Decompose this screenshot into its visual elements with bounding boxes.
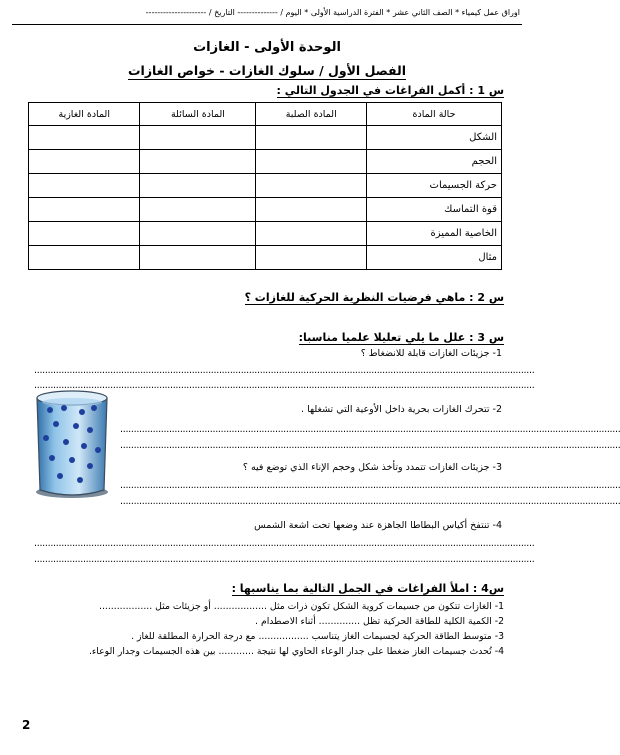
- answer-cell[interactable]: [256, 198, 367, 222]
- table-header: حالة المادة: [367, 103, 502, 126]
- chapter-title-text: الفصل الأول / سلوك الغازات - خواص الغازات: [127, 63, 407, 78]
- row-label: الحجم: [367, 150, 502, 174]
- row-label: مثال: [367, 246, 502, 270]
- table-header: المادة السائلة: [140, 103, 256, 126]
- table-row: [29, 246, 502, 270]
- answer-cell[interactable]: [140, 246, 256, 270]
- answer-cell[interactable]: [29, 150, 140, 174]
- answer-line[interactable]: ........................................................................................................................................................................................: [120, 496, 620, 507]
- states-table: [28, 102, 502, 270]
- answer-line[interactable]: ........................................................................................................................................................................................: [34, 554, 535, 565]
- question-3-label: س 3 : علل ما يلي تعليلا علميا مناسبا:: [298, 331, 504, 344]
- answer-cell[interactable]: [256, 174, 367, 198]
- q3-item-3: 3- جزيئات الغازات تتمدد وتأخذ شكل وحجم الإناء الذي توضع فيه ؟: [242, 462, 502, 473]
- answer-cell[interactable]: [256, 246, 367, 270]
- answer-line[interactable]: ........................................................................................................................................................................................: [34, 538, 535, 549]
- header-divider: [12, 24, 522, 25]
- question-1-label: س 1 : أكمل الفراغات في الجدول التالي :: [276, 84, 504, 97]
- chapter-title: [0, 63, 534, 78]
- question-4-label: س4 : املأ الفراغات في الجمل التالية بما يناسبها :: [231, 582, 504, 595]
- answer-cell[interactable]: [140, 222, 256, 246]
- gas-container-illustration: [32, 388, 112, 500]
- answer-line[interactable]: ........................................................................................................................................................................................: [120, 424, 620, 435]
- answer-line[interactable]: ........................................................................................................................................................................................: [120, 480, 620, 491]
- q4-item-3: 3- متوسط الطاقة الحركية لجسيمات الغاز يتناسب ................. مع درجة الحرارة المطلقة للغاز .: [131, 631, 504, 642]
- table-row: [29, 150, 502, 174]
- table-row: [29, 174, 502, 198]
- answer-cell[interactable]: [256, 126, 367, 150]
- answer-cell[interactable]: [140, 198, 256, 222]
- q3-item-1: 1- جزيئات الغازات قابلة للانضغاط ؟: [360, 348, 502, 359]
- table-row: [29, 222, 502, 246]
- page-number: 2: [22, 718, 31, 732]
- answer-cell[interactable]: [256, 150, 367, 174]
- answer-cell[interactable]: [140, 174, 256, 198]
- table-header-row: [29, 103, 502, 126]
- table-row: [29, 198, 502, 222]
- q4-item-2: 2- الكمية الكلية للطاقة الحركية تظل .............. أثناء الاصطدام .: [255, 616, 504, 627]
- q3-item-4: 4- تنتفخ أكياس البطاطا الجاهزة عند وضعها تحت اشعة الشمس: [254, 520, 502, 531]
- answer-cell[interactable]: [29, 174, 140, 198]
- table-header: المادة الصلبة: [256, 103, 367, 126]
- question-1: [24, 84, 504, 97]
- unit-title: الوحدة الأولى - الغازات: [193, 40, 341, 55]
- answer-line[interactable]: ........................................................................................................................................................................................: [34, 380, 535, 391]
- page-header: اوراق عمل كيمياء * الصف الثاني عشر * الفترة الدراسية الأولى * اليوم / -------------- التاريخ / ---------------------: [145, 8, 520, 17]
- table-header: المادة الغازية: [29, 103, 140, 126]
- answer-line[interactable]: ........................................................................................................................................................................................: [34, 365, 535, 376]
- question-3: [24, 331, 504, 344]
- answer-cell[interactable]: [140, 126, 256, 150]
- answer-cell[interactable]: [29, 126, 140, 150]
- row-label: الخاصية المميزة: [367, 222, 502, 246]
- question-4: [24, 582, 504, 595]
- answer-cell[interactable]: [29, 246, 140, 270]
- answer-cell[interactable]: [140, 150, 256, 174]
- question-2: [24, 291, 504, 304]
- answer-line[interactable]: ........................................................................................................................................................................................: [120, 440, 620, 451]
- q3-item-2: 2- تتحرك الغازات بحرية داخل الأوعية التي تشغلها .: [301, 404, 502, 415]
- question-2-label: س 2 : ماهي فرضيات النظرية الحركية للغازات ؟: [244, 291, 504, 304]
- answer-cell[interactable]: [256, 222, 367, 246]
- answer-cell[interactable]: [29, 222, 140, 246]
- answer-cell[interactable]: [29, 198, 140, 222]
- row-label: حركة الجسيمات: [367, 174, 502, 198]
- table-row: [29, 126, 502, 150]
- row-label: الشكل: [367, 126, 502, 150]
- q4-item-4: 4- تُحدث جسيمات الغاز ضغطا على جدار الوعاء الحاوي لها نتيجة ............ بين هذه الجسيمات وجدار الوعاء.: [88, 646, 504, 657]
- q4-item-1: 1- الغازات تتكون من جسيمات كروية الشكل تكون ذرات مثل .................. أو جزيئات مثل ..................: [98, 601, 504, 612]
- row-label: قوة التماسك: [367, 198, 502, 222]
